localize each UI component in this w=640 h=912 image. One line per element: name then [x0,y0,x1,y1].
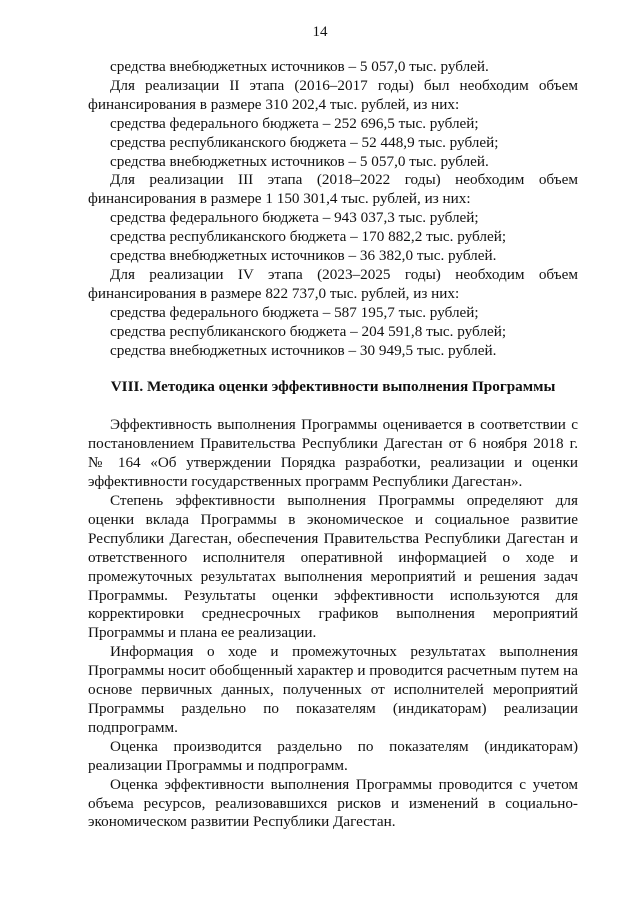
funding-line: средства федерального бюджета – 587 195,7 тыс. рублей; [110,303,479,321]
funding-line: средства республиканского бюджета – 170 882,2 тыс. рублей; [110,228,507,246]
methodology-section [88,416,578,832]
funding-line: средства внебюджетных источников – 36 382,0 тыс. рублей. [110,247,497,265]
funding-line: средства республиканского бюджета – 204 591,8 тыс. рублей; [110,322,507,340]
funding-line: средства федерального бюджета – 943 037,3 тыс. рублей; [110,209,479,227]
funding-stage-paragraph: Для реализации IV этапа (2023–2025 годы) необходим объем финансирования в размере 822 737,0 тыс. рублей, из них: [88,265,578,302]
section-heading: VIII. Методика оценки эффективности выполнения Программы [110,377,556,395]
funding-line: средства федерального бюджета – 252 696,5 тыс. рублей; [110,114,479,132]
funding-line: средства внебюджетных источников – 5 057,0 тыс. рублей. [110,58,489,75]
body-paragraph: Информация о ходе и промежуточных результатах выполнения Программы носит обобщенный характер и проводится расчетным путем на основе первичных данных, полученных от исполнителей мероприятий Программы раздельно по показателям (индикаторам) реализации подпрограмм. [88,643,578,736]
funding-line: средства республиканского бюджета – 52 448,9 тыс. рублей; [110,133,499,151]
body-paragraph: Степень эффективности выполнения Программы определяют для оценки вклада Программы в экономическое и социальное развитие Республики Дагестан, обеспечения Правительства Республики Дагестан и ответственного исполнителя оперативной информацией о ходе и промежуточных результатах выполнения мероприятий и решения задач Программы. Результаты оценки эффективности используются для корректировки среднесрочных графиков выполнения мероприятий Программы и плана ее реализации. [88,492,578,642]
funding-line: средства внебюджетных источников – 5 057,0 тыс. рублей. [110,152,489,170]
body-paragraph: Оценка производится раздельно по показателям (индикаторам) реализации Программы и подпрограмм. [88,737,578,774]
document-content [88,58,578,832]
funding-stage-paragraph: Для реализации III этапа (2018–2022 годы) необходим объем финансирования в размере 1 150 301,4 тыс. рублей, из них: [88,171,578,208]
page-number: 14 [312,24,328,40]
funding-section [88,58,578,361]
body-paragraph: Оценка эффективности выполнения Программы проводится с учетом объема ресурсов, реализовавшихся рисков и изменений в социально-экономическом развитии Республики Дагестан. [88,775,578,831]
funding-line: средства внебюджетных источников – 30 949,5 тыс. рублей. [110,341,497,359]
funding-stage-paragraph: Для реализации II этапа (2016–2017 годы) был необходим объем финансирования в размере 310 202,4 тыс. рублей, из них: [88,76,578,113]
body-paragraph: Эффективность выполнения Программы оценивается в соответствии с постановлением Правительства Республики Дагестан от 6 ноября 2018 г. № 164 «Об утверждении Порядка разработки, реализации и оценки эффективности государственных программ Республики Дагестан». [88,416,578,491]
